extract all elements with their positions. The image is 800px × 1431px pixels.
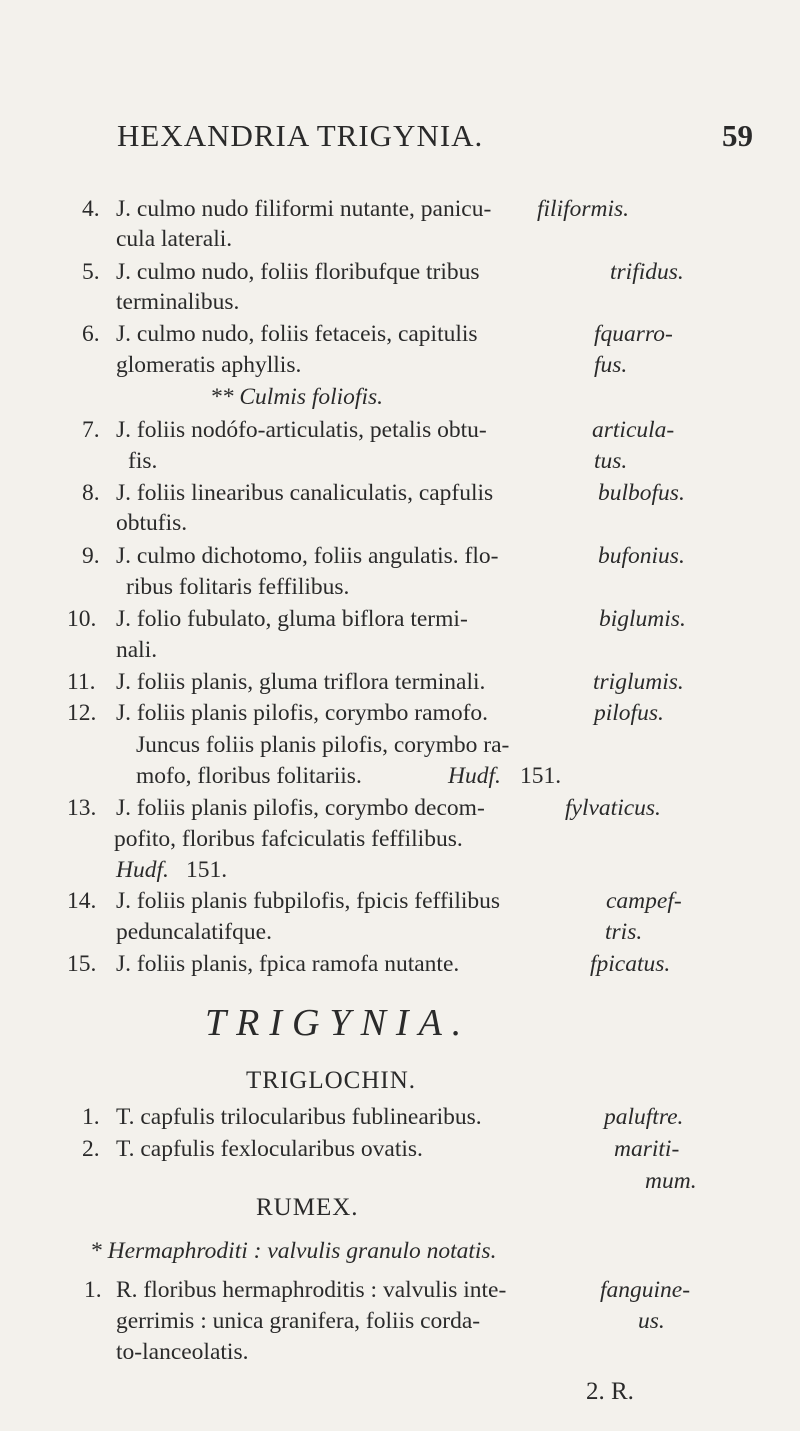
subheading: ** Culmis foliofis. [210, 384, 384, 410]
entry-number: 8. [82, 480, 100, 506]
section-heading: TRIGYNIA. [205, 1002, 472, 1044]
entry-number: 11. [67, 669, 96, 695]
entry-text: J. culmo dichotomo, foliis angulatis. flo- [116, 543, 499, 569]
genus-heading: RUMEX. [256, 1194, 359, 1221]
page-number: 59 [722, 118, 753, 153]
species-epithet: paluftre. [604, 1104, 684, 1130]
entry-text: J. foliis planis fubpilofis, fpicis feffilibus [116, 888, 501, 914]
entry-text: J. foliis planis, gluma triflora terminali. [116, 669, 486, 695]
entry-text: terminalibus. [116, 289, 240, 315]
entry-text: J. culmo nudo, foliis fetaceis, capitulis [116, 321, 478, 347]
entry-text: J. foliis nodófo-articulatis, petalis obtu- [116, 417, 487, 443]
entry-text: J. folio fubulato, gluma biflora termi- [116, 606, 468, 632]
entry-text: J. foliis planis, fpica ramofa nutante. [116, 951, 460, 977]
entry-text: J. foliis planis pilofis, corymbo ramofo. [116, 700, 489, 726]
entry-number: 9. [82, 543, 100, 569]
species-epithet: fus. [594, 352, 628, 378]
species-epithet: fpicatus. [590, 951, 671, 977]
entry-number: 10. [67, 606, 97, 632]
entry-text: gerrimis : unica granifera, foliis corda- [116, 1308, 481, 1334]
entry-text: J. culmo nudo, foliis floribufque tribus [116, 259, 480, 285]
entry-text: cula laterali. [116, 226, 233, 252]
species-epithet: fquarro- [594, 321, 673, 347]
synonym-text: Juncus foliis planis pilofis, corymbo ra- [136, 732, 510, 758]
subheading: * Hermaphroditi : valvulis granulo notatis. [90, 1238, 497, 1264]
species-epithet: articula- [592, 417, 675, 443]
entry-number: 12. [67, 700, 97, 726]
entry-number: 2. [82, 1136, 100, 1162]
reference-author: Hudf. [448, 763, 501, 789]
entry-text: T. capfulis fexlocularibus ovatis. [116, 1136, 423, 1162]
entry-text: obtufis. [116, 510, 188, 536]
entry-number: 1. [84, 1277, 102, 1303]
species-epithet: triglumis. [593, 669, 684, 695]
reference-page: 151. [186, 857, 228, 883]
species-epithet: pilofus. [594, 700, 664, 726]
entry-number: 13. [67, 795, 97, 821]
entry-text: J. foliis planis pilofis, corymbo decom- [116, 795, 485, 821]
species-epithet: bufonius. [598, 543, 685, 569]
entry-number: 4. [82, 196, 100, 222]
species-epithet: fylvaticus. [565, 795, 661, 821]
entry-text: glomeratis aphyllis. [116, 352, 302, 378]
entry-text: T. capfulis trilocularibus fublinearibus. [116, 1104, 482, 1130]
entry-text: J. culmo nudo filiformi nutante, panicu- [116, 196, 492, 222]
species-epithet: us. [638, 1308, 665, 1334]
species-epithet: mum. [645, 1168, 697, 1194]
entry-text: peduncalatifque. [116, 919, 272, 945]
reference-author: Hudf. [116, 857, 169, 883]
catchword: 2. R. [586, 1378, 634, 1405]
species-epithet: bulbofus. [598, 480, 685, 506]
entry-number: 6. [82, 321, 100, 347]
species-epithet: trifidus. [610, 259, 684, 285]
entry-text: nali. [116, 637, 158, 663]
species-epithet: biglumis. [599, 606, 686, 632]
synonym-text: mofo, floribus folitariis. [136, 763, 362, 789]
species-epithet: tris. [605, 919, 643, 945]
species-epithet: tus. [594, 448, 628, 474]
entry-text: fis. [128, 448, 158, 474]
entry-number: 15. [67, 951, 97, 977]
entry-text: to-lanceolatis. [116, 1339, 249, 1365]
species-epithet: fanguine- [600, 1277, 691, 1303]
entry-number: 5. [82, 259, 100, 285]
entry-text: R. floribus hermaphroditis : valvulis inte- [116, 1277, 507, 1303]
species-epithet: mariti- [614, 1136, 680, 1162]
species-epithet: filiformis. [537, 196, 630, 222]
genus-heading: TRIGLOCHIN. [246, 1067, 417, 1094]
entry-text: pofito, floribus fafciculatis feffilibus. [114, 826, 463, 852]
entry-text: ribus folitaris feffilibus. [126, 574, 350, 600]
running-head: HEXANDRIA TRIGYNIA. [117, 118, 484, 153]
reference-page: 151. [520, 763, 562, 789]
entry-number: 1. [82, 1104, 100, 1130]
species-epithet: campef- [606, 888, 682, 914]
entry-number: 14. [67, 888, 97, 914]
entry-number: 7. [82, 417, 100, 443]
entry-text: J. foliis linearibus canaliculatis, capfulis [116, 480, 494, 506]
